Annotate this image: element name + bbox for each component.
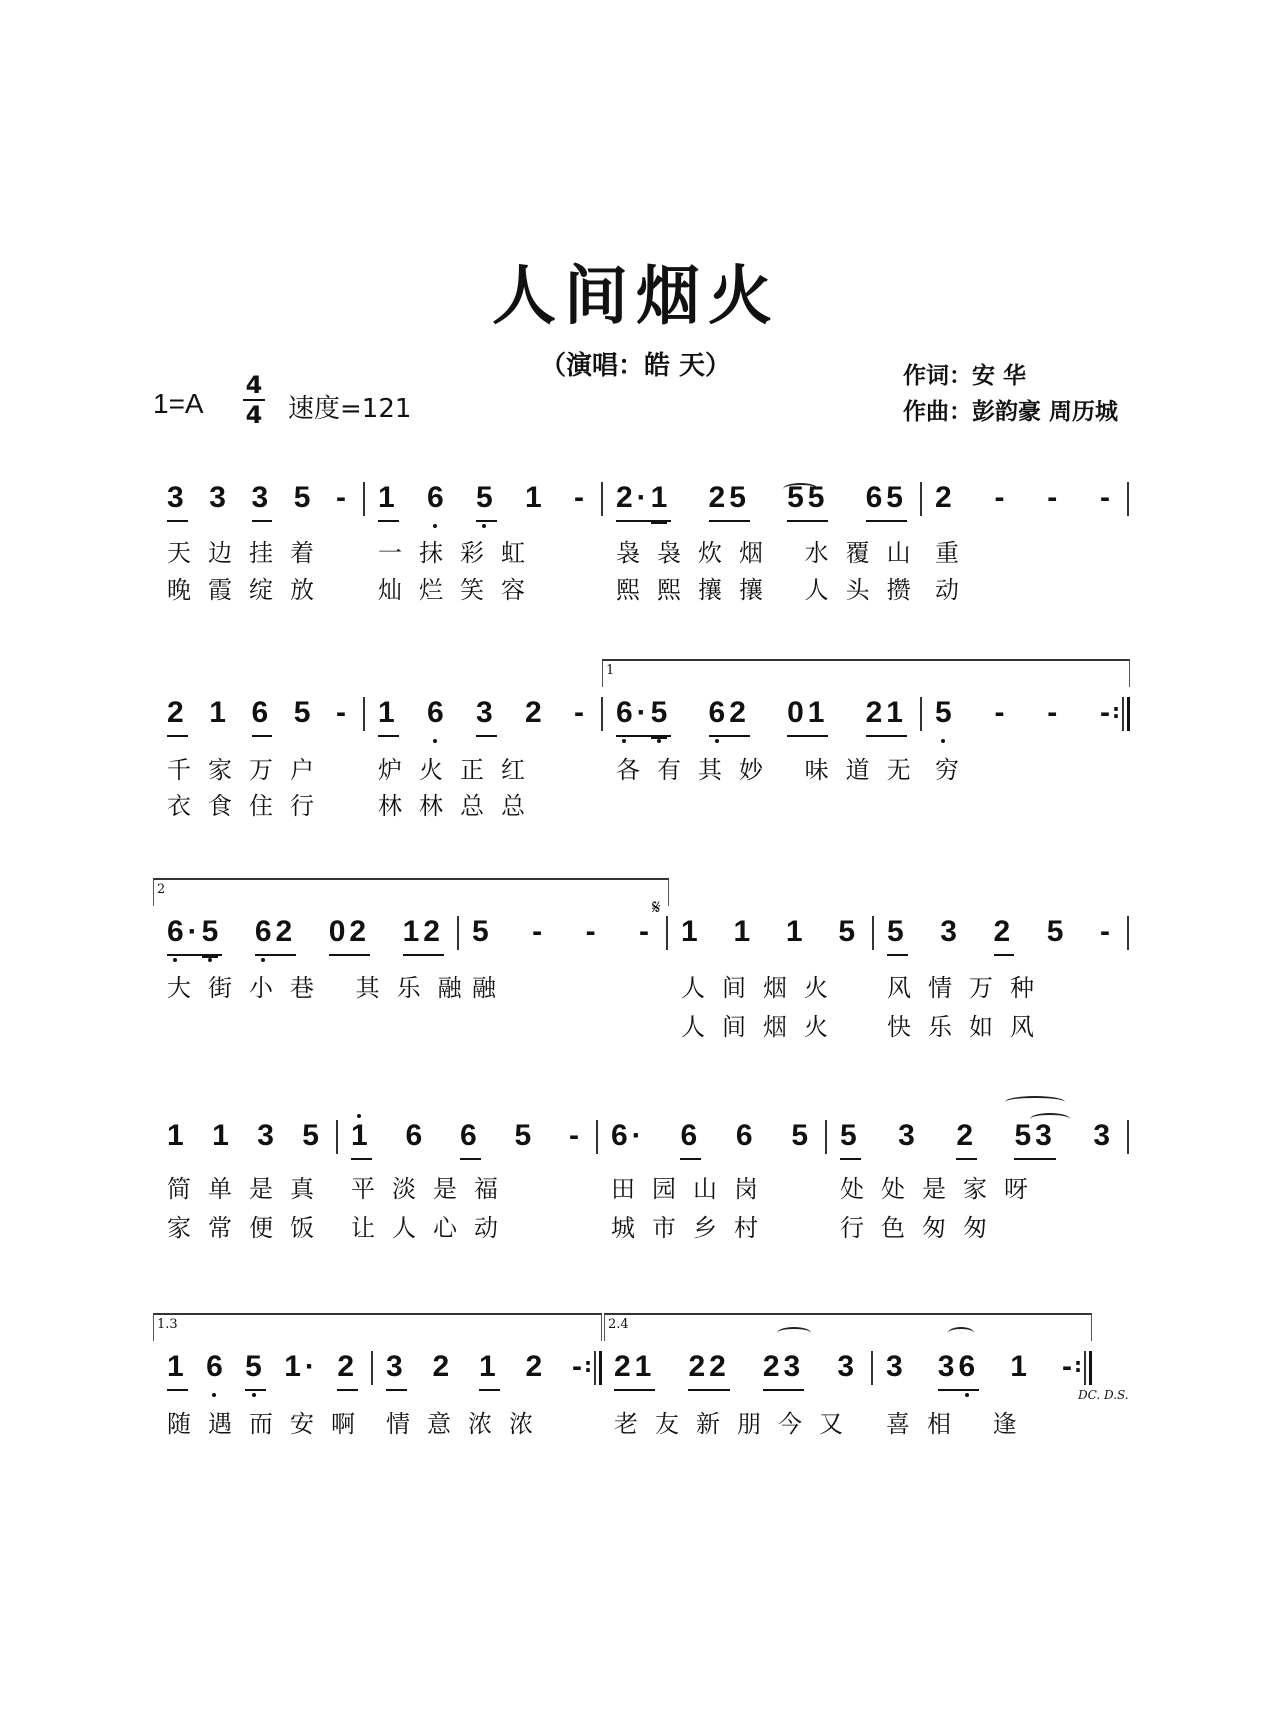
- note-group: 1: [378, 695, 399, 737]
- extension-dash: -: [574, 696, 588, 729]
- note-group: 5: [791, 1119, 812, 1152]
- note-group: 5: [302, 1119, 323, 1152]
- barline: [1127, 482, 1129, 516]
- lyric-line: 人间烟火: [681, 1013, 845, 1041]
- slur-mark: [777, 1327, 811, 1339]
- note-group: 21: [866, 695, 907, 737]
- note-group: 1: [733, 915, 755, 948]
- note-group: 3: [209, 481, 230, 514]
- low-octave-dot: [941, 739, 945, 743]
- measure: [364, 480, 602, 522]
- note-group: 5: [293, 481, 315, 514]
- lyric-line: 穷: [935, 756, 976, 784]
- note-group: 02: [329, 914, 370, 956]
- lyric-line: 让人心动: [351, 1214, 515, 1242]
- low-octave-dot: [261, 958, 265, 962]
- note-group: 6: [460, 1118, 481, 1160]
- lyric-line: 灿烂笑容: [378, 576, 542, 604]
- measure: [602, 480, 921, 522]
- low-octave-dot: [433, 739, 437, 743]
- note-group: 12: [403, 914, 444, 956]
- extension-dash: -: [1099, 481, 1114, 514]
- note-group: 1: [167, 1349, 188, 1391]
- note-group: 6: [206, 1349, 227, 1389]
- volta-label: 2.4: [608, 1317, 629, 1332]
- note-group: 3: [476, 695, 497, 737]
- measure: [600, 1349, 872, 1391]
- singer-credit: （演唱：皓 天）: [540, 351, 732, 381]
- lyric-line: 动: [935, 576, 976, 604]
- composer-credit: 作曲：彭韵豪 周历城: [903, 399, 1119, 425]
- lyric-line: 风情万种: [887, 974, 1051, 1002]
- note-group: 5: [935, 695, 956, 735]
- measure: [873, 914, 1128, 956]
- extension-dash: -: [574, 481, 588, 514]
- measure: [153, 1349, 372, 1391]
- lyric-line: 大街小巷 其乐融: [167, 974, 479, 1002]
- measure: [602, 695, 921, 737]
- note-group: 5: [293, 696, 315, 729]
- low-octave-dot: [657, 739, 661, 743]
- repeat-end-barline: [1084, 1351, 1092, 1385]
- lyric-line: 一抹彩虹: [378, 539, 542, 567]
- note-group: 2: [337, 1349, 358, 1391]
- note-group: 3: [252, 480, 273, 522]
- note-group: 5: [472, 915, 493, 948]
- measure: [337, 1118, 597, 1160]
- segno-sign: 𝄋: [652, 895, 661, 919]
- note-group: 62: [709, 695, 750, 737]
- note-group: 1: [479, 1349, 500, 1391]
- low-octave-dot: [173, 958, 177, 962]
- extension-dash: -: [1099, 696, 1114, 729]
- note-group: 3: [257, 1119, 278, 1152]
- measure: [153, 914, 458, 956]
- note-group: 1: [209, 696, 230, 729]
- note-group: 6·5: [167, 914, 222, 956]
- dc-ds-marking: DC. D.S.: [1078, 1388, 1129, 1402]
- lyric-line: 行色匆匆: [840, 1214, 1004, 1242]
- lyric-line: 老友新朋今又: [614, 1410, 860, 1438]
- note-group: 6: [427, 480, 448, 520]
- low-octave-dot: [965, 1393, 969, 1397]
- low-octave-dot: [433, 524, 437, 528]
- extension-dash: -: [1047, 481, 1062, 514]
- note-group: 5: [245, 1349, 266, 1391]
- measure: [153, 695, 364, 737]
- note-group: 5: [1046, 915, 1068, 948]
- note-group: 55: [787, 480, 828, 522]
- extension-dash: -: [1100, 915, 1114, 948]
- time-signature-bottom: 4: [245, 401, 263, 429]
- lyricist-credit: 作词：安 华: [903, 363, 1027, 389]
- barline: [1127, 1120, 1129, 1154]
- extension-dash: -: [994, 696, 1009, 729]
- note-group: 2: [956, 1118, 977, 1160]
- sixteenth-underline: [651, 737, 668, 739]
- sixteenth-underline: [651, 522, 668, 524]
- note-group: 5: [476, 480, 497, 522]
- lyric-line: 融: [472, 974, 513, 1002]
- volta-label: 1.3: [157, 1317, 178, 1332]
- note-group: 53: [1014, 1118, 1055, 1160]
- note-group: 25: [709, 480, 750, 522]
- extension-dash: -: [639, 915, 653, 948]
- measure: [153, 1118, 337, 1158]
- high-octave-dot: [357, 1114, 361, 1118]
- low-octave-dot: [482, 524, 486, 528]
- volta-label: 1: [606, 663, 615, 678]
- note-group: 2: [935, 481, 956, 514]
- lyric-line: 快乐如风: [887, 1013, 1051, 1041]
- note-group: 3: [940, 915, 961, 948]
- slur-mark: [1030, 1113, 1070, 1125]
- note-group: 1: [785, 915, 807, 948]
- time-signature: [243, 372, 265, 428]
- song-title: 人间烟火: [492, 259, 780, 334]
- note-group: 3: [167, 480, 188, 522]
- extension-dash: -: [572, 1350, 586, 1383]
- lyric-line: 熙熙攘攘 人头攒: [616, 576, 928, 604]
- note-group: 2: [994, 914, 1015, 956]
- lyric-line: 田园山岗: [611, 1175, 775, 1203]
- note-group: 21: [614, 1349, 655, 1391]
- note-group: 5: [838, 915, 859, 948]
- note-group: 62: [255, 914, 296, 956]
- note-group: 6: [405, 1119, 427, 1152]
- note-group: 3: [386, 1349, 407, 1391]
- note-group: 6: [735, 1119, 757, 1152]
- note-group: 36: [938, 1349, 979, 1391]
- volta-label: 2: [157, 882, 166, 897]
- low-octave-dot: [252, 1393, 256, 1397]
- note-group: 1: [681, 915, 702, 948]
- repeat-dots: :: [1074, 1353, 1082, 1377]
- measure: [667, 914, 873, 954]
- volta-bracket: [153, 1313, 602, 1341]
- measure: [458, 914, 667, 954]
- note-group: 01: [787, 695, 828, 737]
- lyric-line: 人间烟火: [681, 974, 845, 1002]
- measure: [153, 480, 364, 522]
- slur-mark: [1005, 1096, 1065, 1108]
- note-group: 6: [680, 1118, 701, 1160]
- low-octave-dot: [715, 739, 719, 743]
- extension-dash: -: [336, 696, 350, 729]
- lyric-line: 平淡是福: [351, 1175, 515, 1203]
- note-group: 1: [212, 1119, 233, 1152]
- note-group: 5: [514, 1119, 536, 1152]
- low-octave-dot: [208, 958, 212, 962]
- measure: [372, 1349, 600, 1391]
- measure: [872, 1349, 1090, 1391]
- lyric-line: 衣食住行: [167, 792, 331, 820]
- extension-dash: -: [336, 481, 350, 514]
- note-group: 5: [887, 914, 908, 956]
- note-group: 2: [432, 1350, 454, 1383]
- note-group: 2: [167, 695, 188, 737]
- lyric-line: 各有其妙 味道无: [616, 756, 928, 784]
- extension-dash: -: [569, 1119, 583, 1152]
- lyric-line: 林林总总: [378, 792, 542, 820]
- barline: [1127, 916, 1129, 950]
- measure: [597, 1118, 826, 1160]
- note-group: 6: [427, 695, 448, 735]
- extension-dash: -: [1061, 1350, 1076, 1383]
- sixteenth-underline: [202, 956, 219, 958]
- note-group: 1: [525, 481, 546, 514]
- repeat-dots: :: [1112, 699, 1120, 723]
- note-group: 23: [763, 1349, 804, 1391]
- volta-bracket: [602, 659, 1130, 687]
- low-octave-dot: [212, 1393, 216, 1397]
- repeat-dots: :: [584, 1353, 592, 1377]
- measure: [921, 695, 1128, 735]
- volta-bracket: [153, 878, 669, 906]
- lyric-line: 炉火正红: [378, 756, 542, 784]
- note-group: 1: [1010, 1350, 1031, 1383]
- note-group: 2·1: [616, 480, 671, 522]
- note-group: 3: [1093, 1119, 1114, 1152]
- extension-dash: -: [532, 915, 547, 948]
- tempo-marking: 速度=121: [288, 394, 412, 424]
- time-signature-top: 4: [245, 371, 263, 399]
- lyric-line: 喜相 逢: [886, 1410, 1034, 1438]
- measure: [921, 480, 1128, 520]
- note-group: 1: [351, 1118, 372, 1160]
- low-octave-dot: [622, 739, 626, 743]
- note-group: 3: [886, 1350, 907, 1383]
- lyric-line: 处处是家呀: [840, 1175, 1045, 1203]
- volta-bracket: [604, 1313, 1092, 1341]
- lyric-line: 袅袅炊烟 水覆山: [616, 539, 928, 567]
- lyric-line: 家常便饭: [167, 1214, 331, 1242]
- slur-mark: [948, 1327, 974, 1339]
- note-group: 1·: [284, 1350, 319, 1383]
- measure: [826, 1118, 1128, 1160]
- extension-dash: -: [994, 481, 1009, 514]
- note-group: 6·: [611, 1119, 646, 1152]
- lyric-line: 简单是真: [167, 1175, 331, 1203]
- note-group: 6·5: [616, 695, 671, 737]
- note-group: 1: [378, 480, 399, 522]
- lyric-line: 城市乡村: [611, 1214, 775, 1242]
- lyric-line: 随遇而安啊: [167, 1410, 372, 1438]
- note-group: 6: [252, 695, 273, 737]
- lyric-line: 天边挂着: [167, 539, 331, 567]
- note-group: 2: [525, 1350, 547, 1383]
- measure: [364, 695, 602, 737]
- key-signature: 1=A: [153, 388, 204, 419]
- lyric-line: 晚霞绽放: [167, 576, 331, 604]
- lyric-line: 重: [935, 539, 976, 567]
- note-group: 5: [840, 1118, 861, 1160]
- note-group: 22: [688, 1349, 729, 1391]
- lyric-line: 情意浓浓: [386, 1410, 550, 1438]
- extension-dash: -: [585, 915, 600, 948]
- note-group: 2: [525, 696, 546, 729]
- repeat-end-barline: [1122, 697, 1130, 731]
- note-group: 3: [898, 1119, 919, 1152]
- extension-dash: -: [1047, 696, 1062, 729]
- note-group: 65: [866, 480, 907, 522]
- note-group: 1: [167, 1119, 188, 1152]
- lyric-line: 千家万户: [167, 756, 331, 784]
- note-group: 3: [837, 1350, 858, 1383]
- slur-mark: [783, 483, 818, 495]
